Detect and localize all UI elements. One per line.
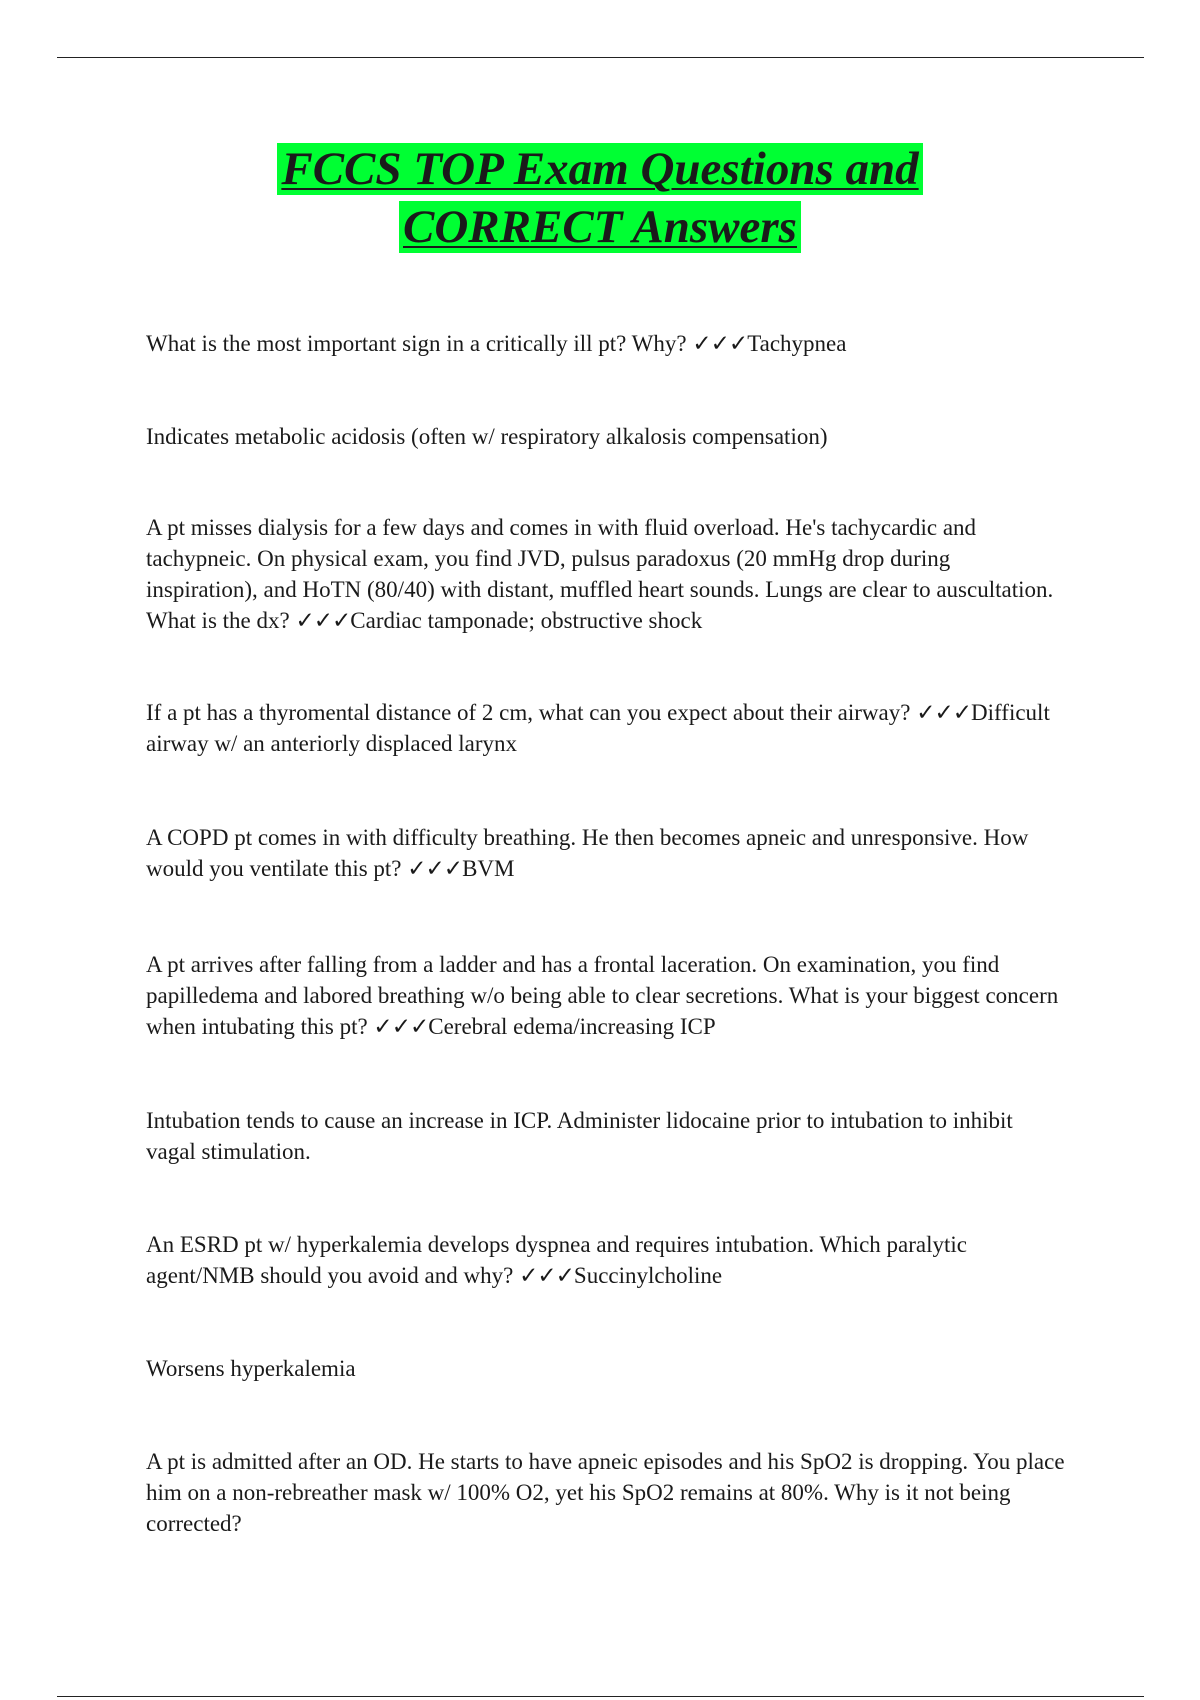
question-text: What is the most important sign in a critically ill pt? Why?: [146, 331, 687, 356]
answer-checkmarks: ✓✓✓: [407, 856, 463, 881]
answer-text: Succinylcholine: [573, 1263, 723, 1288]
qa-item: [146, 1229, 1066, 1291]
explanation-text: Intubation tends to cause an increase in ICP. Administer lidocaine prior to intubation to inhibit vagal stimulation.: [146, 1108, 1013, 1164]
answer-text: BVM: [462, 856, 515, 881]
qa-item: [146, 1105, 1066, 1167]
question-text: If a pt has a thyromental distance of 2 cm, what can you expect about their airway?: [146, 700, 911, 725]
answer-checkmarks: ✓✓✓: [519, 1263, 574, 1288]
header-rule: [57, 57, 1144, 58]
title-line-1: FCCS TOP Exam Questions and: [277, 143, 922, 195]
answer-checkmarks: ✓✓✓: [692, 331, 748, 356]
qa-item: [146, 822, 1066, 884]
footer-rule: [57, 1696, 1144, 1697]
qa-item: [146, 1353, 1066, 1384]
answer-text: Cardiac tamponade; obstructive shock: [350, 608, 703, 633]
question-text: A COPD pt comes in with difficulty breathing. He then becomes apneic and unresponsive. How would you ventilate this pt?: [146, 825, 1029, 881]
qa-item: [146, 421, 1066, 452]
qa-item: [146, 328, 1066, 359]
answer-text: Tachypnea: [747, 331, 847, 356]
qa-item: [146, 512, 1066, 636]
qa-item: [146, 697, 1066, 759]
answer-checkmarks: ✓✓✓: [295, 608, 351, 633]
question-text: A pt misses dialysis for a few days and comes in with fluid overload. He's tachycardic and tachypneic. On physical exam, you find JVD, pulsus paradoxus (20 mmHg drop during inspiration), and HoTN (80/40) with distant, muffled heart sounds. Lungs are clear to auscultation. What is the dx?: [146, 515, 1054, 633]
explanation-text: Indicates metabolic acidosis (often w/ respiratory alkalosis compensation): [146, 424, 828, 449]
question-text: A pt is admitted after an OD. He starts to have apneic episodes and his SpO2 is dropping. You place him on a non-rebreather mask w/ 100% O2, yet his SpO2 remains at 80%. Why is it not being corrected?: [146, 1449, 1065, 1536]
answer-text: Cerebral edema/increasing ICP: [428, 1014, 716, 1039]
answer-text: Difficult airway w/ an anteriorly displaced larynx: [146, 700, 1050, 756]
answer-checkmarks: ✓✓✓: [373, 1014, 429, 1039]
answer-checkmarks: ✓✓✓: [916, 700, 972, 725]
question-text: A pt arrives after falling from a ladder and has a frontal laceration. On examination, you find papilledema and labored breathing w/o being able to clear secretions. What is your biggest concern when intubating this pt?: [146, 952, 1059, 1039]
qa-item: [146, 949, 1066, 1042]
document-title: [0, 140, 1200, 256]
explanation-text: Worsens hyperkalemia: [146, 1356, 356, 1381]
qa-item: [146, 1446, 1066, 1539]
title-line-2: CORRECT Answers: [399, 201, 801, 253]
question-text: An ESRD pt w/ hyperkalemia develops dyspnea and requires intubation. Which paralytic agent/NMB should you avoid and why?: [146, 1232, 967, 1288]
